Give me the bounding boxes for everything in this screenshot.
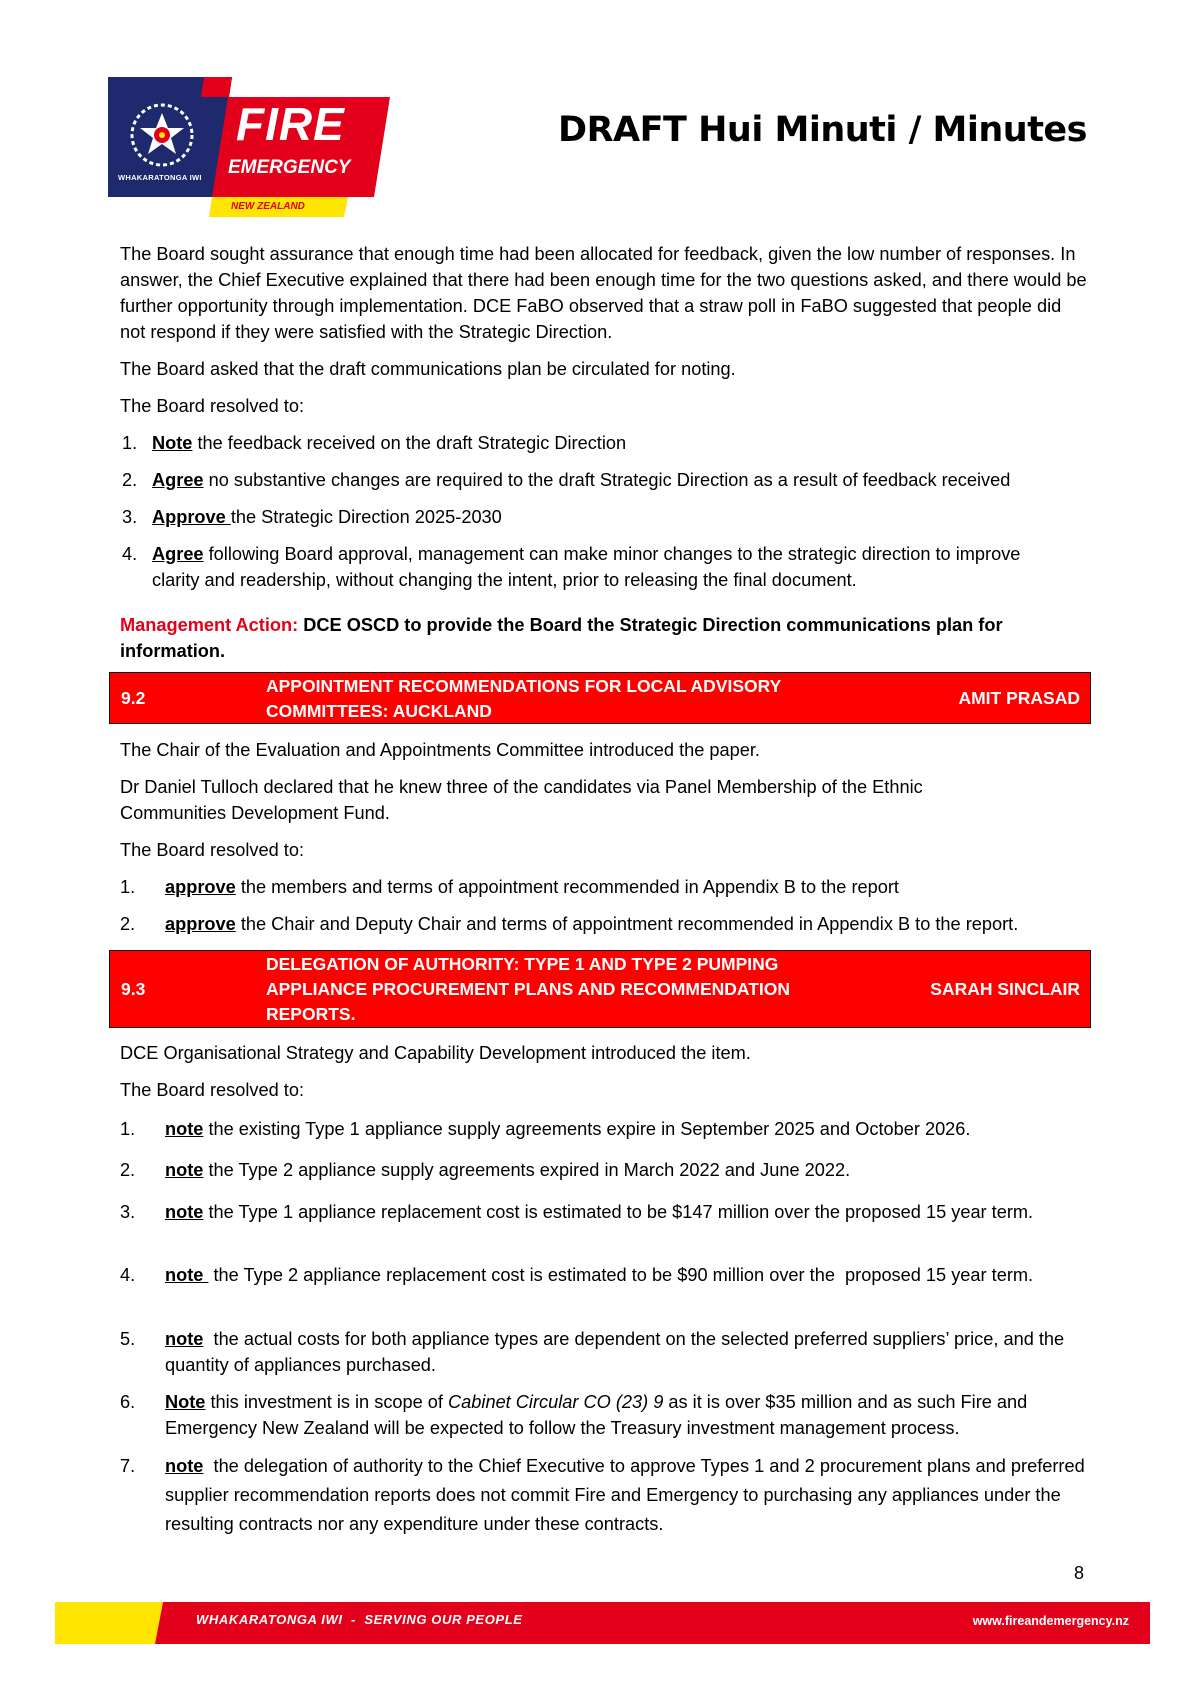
logo-word-emergency: EMERGENCY — [228, 157, 351, 178]
paragraph-board-assurance: The Board sought assurance that enough time had been allocated for feedback, given the low number of responses. In answer, the Chief Executive explained that there had been enough time for the two questions asked, and there would be further opportunity through implementation. DCE FaBO observed that a straw poll in FaBO suggested that people did not respond if they were satisfied with the Strategic Direction. — [120, 244, 1087, 342]
list-number: 4. — [122, 544, 138, 564]
resolution-keyword: Note — [165, 1392, 206, 1412]
resolution-text: the Type 1 appliance replacement cost is estimated to be $147 million over the proposed 15 year term. — [203, 1202, 1034, 1222]
list-number: 4. — [120, 1265, 136, 1285]
resolution-keyword: note — [165, 1202, 204, 1222]
footer-tagline: WHAKARATONGA IWI - SERVING OUR PEOPLE — [196, 1612, 523, 1627]
cabinet-circular-reference: Cabinet Circular CO (23) 9 — [448, 1392, 664, 1412]
management-action-label: Management Action: — [120, 615, 299, 635]
page-title: DRAFT Hui Minuti / Minutes — [558, 110, 1087, 150]
resolution-keyword: Note — [152, 433, 193, 453]
paragraph-chair-introduced: The Chair of the Evaluation and Appointments Committee introduced the paper. — [120, 740, 760, 760]
resolution-text: the Type 2 appliance replacement cost is estimated to be $90 million over the proposed 15 year term. — [208, 1265, 1034, 1285]
resolution-text-before: this investment is in scope of — [205, 1392, 449, 1412]
resolution-text: the delegation of authority to the Chief Executive to approve Types 1 and 2 procurement plans and preferred supplier recommendation reports does not commit Fire and Emergency to purchasing any appliances under the resulting contracts nor any expenditure under these contracts. — [165, 1456, 1090, 1534]
section-header-9-2 — [109, 672, 1091, 724]
section-owner: AMIT PRASAD — [958, 688, 1080, 708]
resolution-keyword: approve — [165, 877, 236, 897]
paragraph-declaration: Dr Daniel Tulloch declared that he knew three of the candidates via Panel Membership of the Ethnic Communities Development Fund. — [120, 777, 923, 823]
section-title: DELEGATION OF AUTHORITY: TYPE 1 AND TYPE 2 PUMPING APPLIANCE PROCUREMENT PLANS AND RECOMMENDATION REPORTS. — [266, 954, 791, 1024]
management-action — [120, 612, 1090, 664]
resolution-text: the Chair and Deputy Chair and terms of appointment recommended in Appendix B to the report. — [235, 914, 1019, 934]
list-number: 6. — [120, 1392, 136, 1412]
management-action-text: DCE OSCD to provide the Board the Strategic Direction communications plan for information. — [120, 615, 1003, 661]
list-number: 7. — [120, 1456, 136, 1476]
paragraph-resolved-intro: The Board resolved to: — [120, 396, 304, 416]
resolution-text: the actual costs for both appliance types are dependent on the selected preferred suppliers’ price, and the quantity of appliances purchased. — [165, 1329, 1070, 1375]
resolution-text: the existing Type 1 appliance supply agreements expire in September 2025 and October 2026. — [203, 1119, 971, 1139]
logo-country: NEW ZEALAND — [231, 201, 305, 212]
section-number: 9.2 — [121, 688, 146, 708]
paragraph-resolved-9-2: The Board resolved to: — [120, 840, 304, 860]
resolution-keyword: Agree — [152, 544, 204, 564]
resolution-keyword: approve — [165, 914, 236, 934]
resolution-keyword: note — [165, 1329, 204, 1349]
resolution-text: no substantive changes are required to the draft Strategic Direction as a result of feedback received — [203, 470, 1011, 490]
list-number: 5. — [120, 1329, 136, 1349]
logo-org-line: WHAKARATONGA IWI — [118, 173, 202, 182]
resolution-keyword: note — [165, 1160, 204, 1180]
resolution-keyword: note — [165, 1119, 204, 1139]
section-header-9-3 — [109, 950, 1091, 1028]
list-number: 1. — [122, 433, 138, 453]
resolution-keyword: note — [165, 1456, 204, 1476]
list-number: 2. — [122, 470, 138, 490]
resolution-keyword: Agree — [152, 470, 204, 490]
paragraph-resolved-9-3: The Board resolved to: — [120, 1080, 304, 1100]
paragraph-comms-plan: The Board asked that the draft communications plan be circulated for noting. — [120, 359, 736, 379]
section-owner: SARAH SINCLAIR — [930, 979, 1080, 999]
resolution-text: the feedback received on the draft Strategic Direction — [192, 433, 627, 453]
resolution-text-after: as it is over $35 million and as such Fire and Emergency New Zealand will be expected to follow the Treasury investment management process. — [165, 1392, 1028, 1438]
list-number: 1. — [120, 877, 136, 897]
section-number: 9.3 — [121, 979, 146, 999]
paragraph-dce-introduced: DCE Organisational Strategy and Capability Development introduced the item. — [120, 1043, 751, 1063]
section-title: APPOINTMENT RECOMMENDATIONS FOR LOCAL ADVISORY COMMITTEES: AUCKLAND — [266, 676, 781, 721]
resolution-keyword: Approve — [152, 507, 231, 527]
resolution-text: following Board approval, management can make minor changes to the strategic direction to improve clarity and readership, without changing the intent, prior to releasing the final document. — [152, 544, 1021, 590]
resolution-text: the Strategic Direction 2025-2030 — [230, 507, 502, 527]
page-number: 8 — [1073, 1563, 1084, 1583]
resolution-keyword: note — [165, 1265, 209, 1285]
list-number: 3. — [122, 507, 138, 527]
resolution-text: the members and terms of appointment recommended in Appendix B to the report — [235, 877, 899, 897]
list-number: 2. — [120, 914, 136, 934]
logo-word-fire: FIRE — [236, 98, 345, 150]
list-number: 3. — [120, 1202, 136, 1222]
fire-emergency-logo — [108, 77, 390, 217]
resolution-text: the Type 2 appliance supply agreements expired in March 2022 and June 2022. — [203, 1160, 851, 1180]
list-number: 2. — [120, 1160, 136, 1180]
list-number: 1. — [120, 1119, 136, 1139]
footer-website-link[interactable]: www.fireandemergency.nz — [972, 1614, 1129, 1628]
